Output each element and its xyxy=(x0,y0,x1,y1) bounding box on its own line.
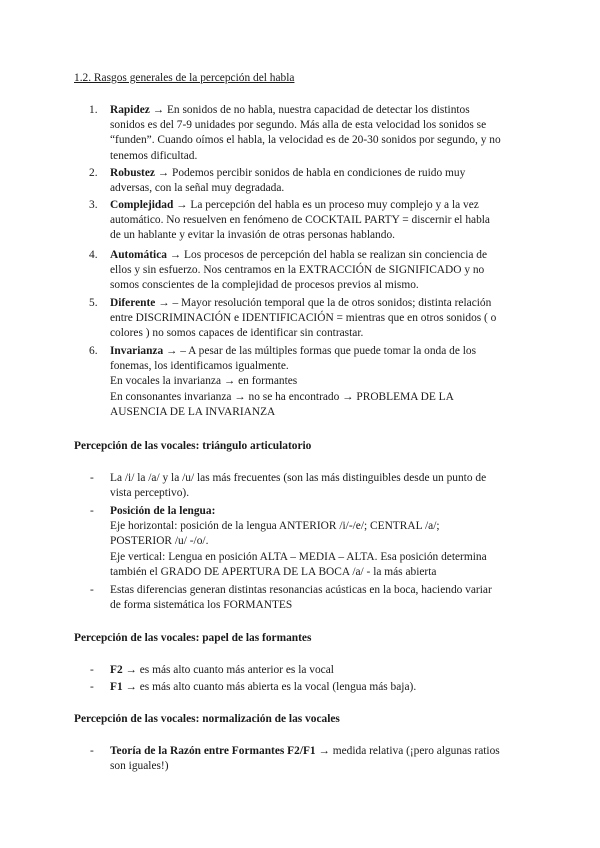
list-term: Invarianza xyxy=(110,345,164,357)
list-number: 1. xyxy=(89,104,98,116)
section-heading-formantes: Percepción de las vocales: papel de las formantes xyxy=(74,632,312,644)
bullet-dash: - xyxy=(90,505,94,517)
list-number: 2. xyxy=(89,167,98,179)
list-term: Rapidez xyxy=(110,104,150,116)
bullet-term: Teoría de la Razón entre Formantes F2/F1 xyxy=(110,745,316,757)
bullet-dash: - xyxy=(90,681,94,693)
section-heading-triangulo: Percepción de las vocales: triángulo articulatorio xyxy=(74,440,312,452)
section-heading-normalizacion: Percepción de las vocales: normalización de las vocales xyxy=(74,713,340,725)
bullet-term: F2 xyxy=(110,664,123,676)
bullet-dash: - xyxy=(90,472,94,484)
list-term: Robustez xyxy=(110,167,155,179)
list-number: 6. xyxy=(89,345,98,357)
section-title: 1.2. Rasgos generales de la percepción del habla xyxy=(74,72,295,84)
list-number: 5. xyxy=(89,297,98,309)
list-number: 4. xyxy=(89,249,98,261)
bullet-dash: - xyxy=(90,745,94,757)
bullet-dash: - xyxy=(90,664,94,676)
bullet-dash: - xyxy=(90,584,94,596)
document-page: 1.2. Rasgos generales de la percepción del habla 1. Rapidez → En sonidos de no habla, nuestra capacidad de detectar los distintos sonidos es del 7-9 unidades por segundo. Más alla de esta velocidad los sonidos se “funden”. Cuando oímos el habla, la velocidad es de 20-30 sonidos por segundo, y no tenemos dificultad. 2. Robustez → Podemos percibir sonidos de habla en condiciones de ruido muy adversas, con la señal muy degradada. 3. Complejidad → La percepción del habla es un proceso muy complejo y a la vez automático. No resuelven en fenómeno de COCKTAIL PARTY = discernir el habla de un hablante y evitar la invasión de otras personas hablando. 4. Automática → Los procesos de percepción del habla se realizan sin conciencia de ellos y sin esfuerzo. Nos centramos en la EXTRACCIÓN de SIGNIFICADO y no somos conscientes de la complejidad de procesos previos al mismo. 5. Diferente → – Mayor resolución temporal que la de otros sonidos; distinta relación entre DISCRIMINACIÓN e IDENTIFICACIÓN = mientras que en otros sonidos ( o colores ) no somos capaces de identificar sin contrastar. 6. Invarianza → – A pesar de las múltiples formas que puede tomar la onda de los fonemas, los identificamos igualmente. En vocales la invarianza → en formantes En consonantes invarianza → no se ha encontrado → PROBLEMA DE LA AUSENCIA DE LA INVARIANZA Percepción de las vocales: triángulo articulatorio - La /i/ la /a/ y la /u/ las más frecuentes (son las más distinguibles desde un punto de vista perceptivo). - Posición de la lengua: Eje horizontal: posición de la lengua ANTERIOR /i/-/e/; CENTRAL /a/; POSTERIOR /u/ -/o/. Eje vertical: Lengua en posición ALTA – MEDIA – ALTA. Esa posición determina también el GRADO DE APERTURA DE LA BOCA /a/ - la más abierta - Estas diferencias generan distintas resonancias acústicas en la boca, haciendo variar de forma sistemática los FORMANTES Percepción de las vocales: papel de las formantes - F2 → es más alto cuanto más anterior es la vocal - F1 → es más alto cuanto más abierta es la vocal (lengua más baja). Percepción de las vocales: normalización de las vocales - Teoría de la Razón entre Formantes F2/F1 → medida relativa (¡pero algunas ratios son iguales!) xyxy=(74,72,501,773)
bullet-term: F1 xyxy=(110,681,123,693)
list-term: Diferente xyxy=(110,297,156,309)
bullet-term: Posición de la lengua: xyxy=(110,505,216,517)
list-term: Complejidad xyxy=(110,199,174,211)
list-number: 3. xyxy=(89,199,98,211)
list-term: Automática xyxy=(110,249,167,261)
